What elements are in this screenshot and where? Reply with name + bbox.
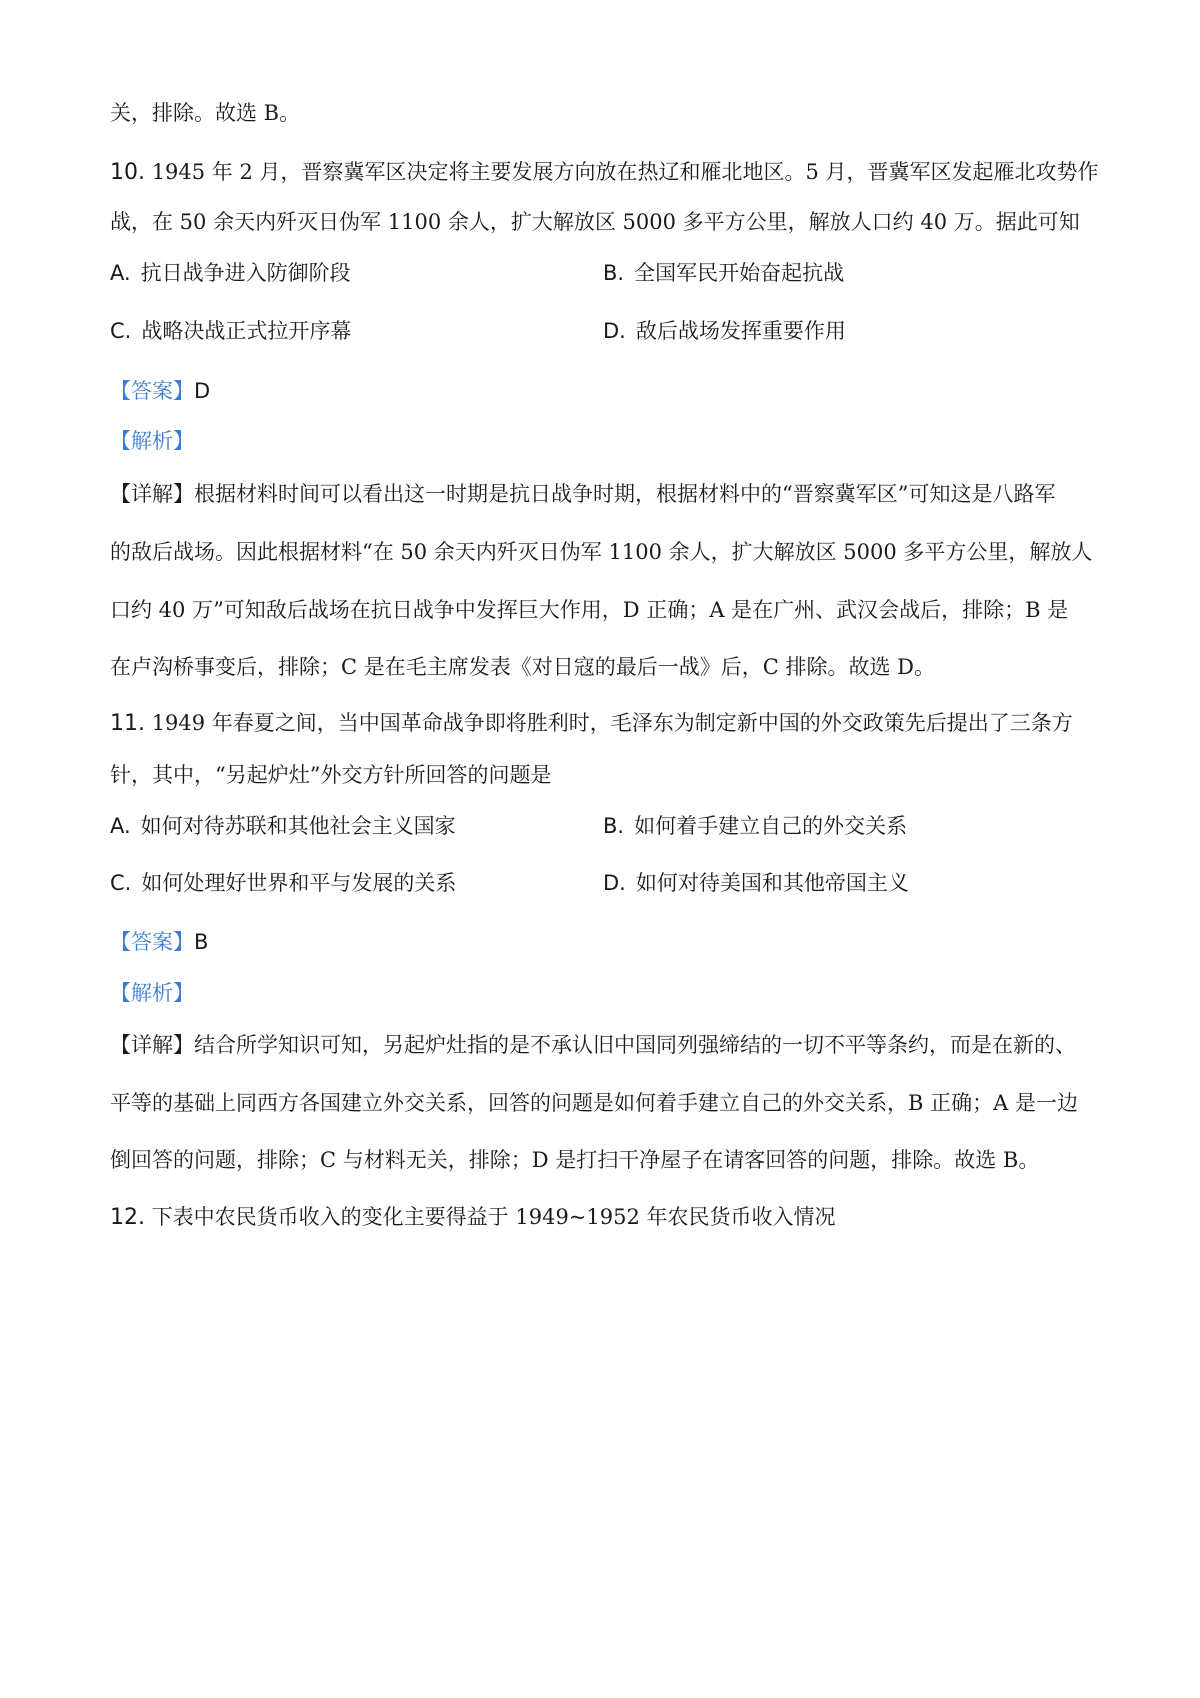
question-10-option-d: D. 敌后战场发挥重要作用	[603, 319, 846, 343]
question-11-option-a: A. 如何对待苏联和其他社会主义国家	[110, 814, 456, 838]
question-11-detail-line-1: 【详解】结合所学知识可知，另起炉灶指的是不承认旧中国同列强缔结的一切不平等条约，而是在新的、	[110, 1033, 1076, 1057]
question-10-detail-line-4: 在卢沟桥事变后，排除；C 是在毛主席发表《对日寇的最后一战》后，C 排除。故选 D。	[110, 655, 935, 679]
question-10-stem-line-1	[110, 157, 1100, 188]
question-10-detail-line-3: 口约 40 万”可知敌后战场在抗日战争中发挥巨大作用，D 正确；A 是在广州、武汉会战后，排除；B 是	[110, 598, 1069, 622]
question-12-stem-line-1	[110, 1202, 1100, 1233]
question-stem-text: 1949 年春夏之间，当中国革命战争即将胜利时，毛泽东为制定新中国的外交政策先后提出了三条方	[151, 711, 1073, 735]
question-11-detail-line-2: 平等的基础上同西方各国建立外交关系，回答的问题是如何着手建立自己的外交关系，B 正确；A 是一边	[110, 1091, 1078, 1115]
question-11-analysis-tag: 【解析】	[110, 981, 194, 1005]
question-number: 10.	[110, 160, 145, 185]
question-11-option-b: B. 如何着手建立自己的外交关系	[603, 814, 908, 838]
question-10-answer	[110, 376, 1100, 406]
question-number: 11.	[110, 711, 145, 736]
question-11-option-c: C. 如何处理好世界和平与发展的关系	[110, 871, 457, 895]
question-stem-text: 1945 年 2 月，晋察冀军区决定将主要发展方向放在热辽和雁北地区。5 月，晋冀军区发起雁北攻势作	[151, 160, 1099, 184]
question-stem-text: 下表中农民货币收入的变化主要得益于 1949~1952 年农民货币收入情况	[151, 1205, 836, 1229]
question-10-option-a: A. 抗日战争进入防御阶段	[110, 261, 351, 285]
question-10-stem-line-2: 战，在 50 余天内歼灭日伪军 1100 余人，扩大解放区 5000 多平方公里，解放人口约 40 万。据此可知	[110, 210, 1080, 234]
question-11-answer	[110, 927, 1100, 957]
answer-tag: 【答案】	[110, 379, 194, 403]
question-10-analysis-tag: 【解析】	[110, 429, 194, 453]
question-11-stem-line-1	[110, 708, 1100, 739]
question-10-detail-line-2: 的敌后战场。因此根据材料“在 50 余天内歼灭日伪军 1100 余人，扩大解放区 5000 多平方公里，解放人	[110, 540, 1093, 564]
question-number: 12.	[110, 1205, 145, 1230]
question-11-detail-line-3: 倒回答的问题，排除；C 与材料无关，排除；D 是打扫干净屋子在请客回答的问题，排除。故选 B。	[110, 1148, 1040, 1172]
question-10-detail-line-1: 【详解】根据材料时间可以看出这一时期是抗日战争时期，根据材料中的“晋察冀军区”可知这是八路军	[110, 482, 1056, 506]
answer-tag: 【答案】	[110, 930, 194, 954]
question-10-option-b: B. 全国军民开始奋起抗战	[603, 261, 845, 285]
answer-value: B	[194, 930, 209, 954]
question-10-option-c: C. 战略决战正式拉开序幕	[110, 319, 352, 343]
carry-over-text: 关，排除。故选 B。	[110, 101, 301, 125]
answer-value: D	[194, 379, 211, 403]
question-11-stem-line-2: 针，其中，“另起炉灶”外交方针所回答的问题是	[110, 763, 552, 787]
question-11-option-d: D. 如何对待美国和其他帝国主义	[603, 871, 909, 895]
